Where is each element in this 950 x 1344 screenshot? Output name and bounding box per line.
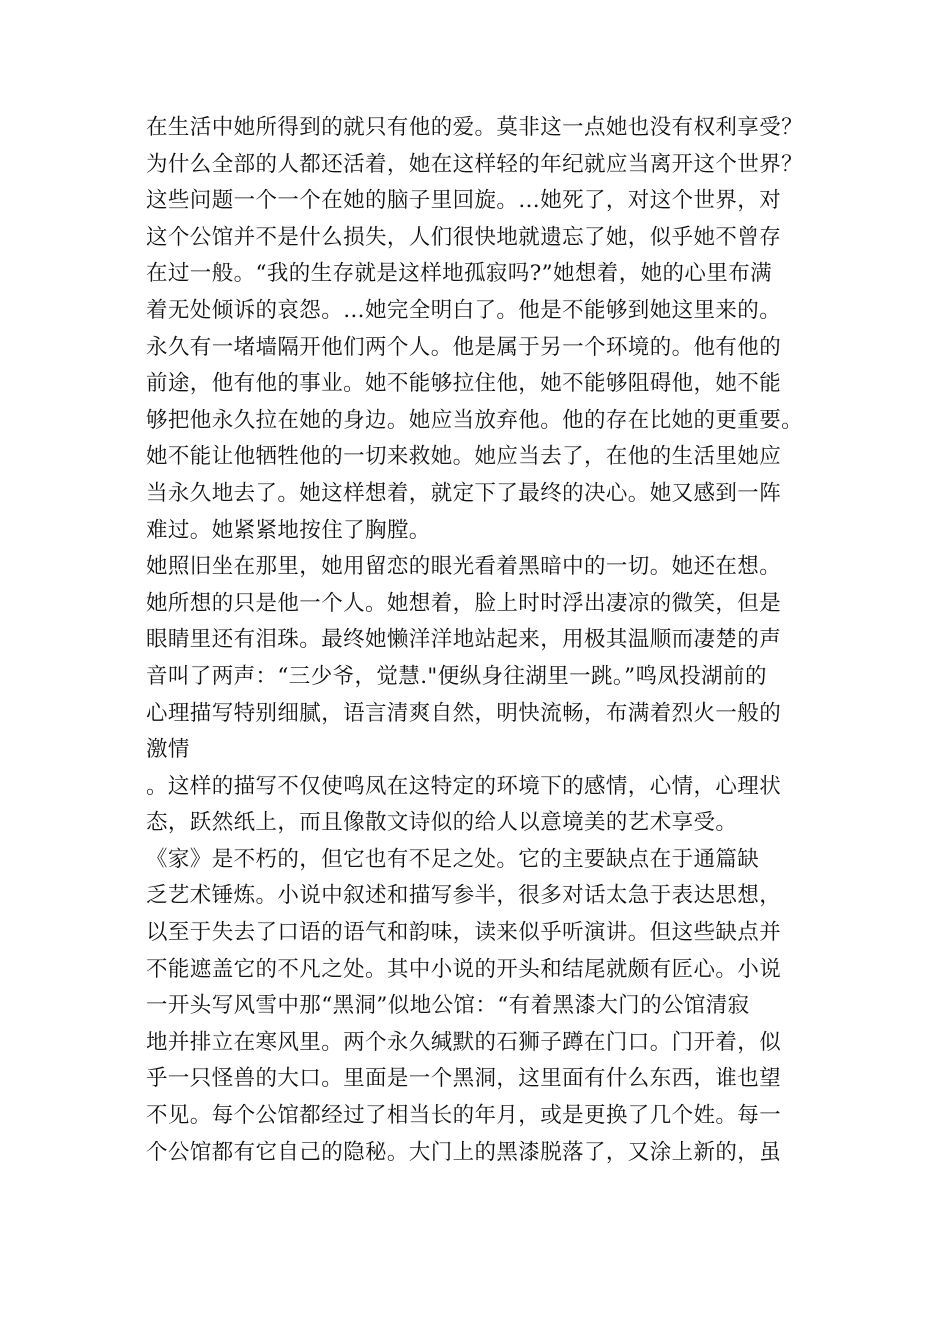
text-line: 在生活中她所得到的就只有他的爱。莫非这一点她也没有权利享受？ <box>146 115 804 140</box>
text-line: 够把他永久拉在她的身边。她应当放弃他。他的存在比她的更重要。 <box>146 407 804 433</box>
text-line: 当永久地去了。她这样想着，就定下了最终的决心。她又感到一阵 <box>146 480 782 506</box>
text-line: 。这样的描写不仅使鸣凤在这特定的环境下的感情，心情，心理状 <box>146 773 782 799</box>
text-line: 《家》是不朽的，但它也有不足之处。它的主要缺点在于通篇缺 <box>146 846 760 872</box>
text-line: 她不能让他牺牲他的一切来救她。她应当去了，在他的生活里她应 <box>146 444 782 470</box>
text-line: 这些问题一个一个在她的脑子里回旋。…她死了，对这个世界，对 <box>146 188 782 214</box>
text-line: 她照旧坐在那里，她用留恋的眼光看着黑暗中的一切。她还在想。 <box>146 554 782 580</box>
text-line: 个公馆都有它自己的隐秘。大门上的黑漆脱落了，又涂上新的，虽 <box>146 1139 782 1165</box>
text-line: 心理描写特别细腻，语言清爽自然，明快流畅，布满着烈火一般的 <box>146 700 782 726</box>
text-line: 激情 <box>146 737 190 763</box>
text-line: 以至于失去了口语的语气和韵味，读来似乎听演讲。但这些缺点并 <box>146 920 782 946</box>
text-line: 一开头写风雪中那“黑洞”似地公馆：“有着黑漆大门的公馆清寂 <box>146 993 750 1019</box>
text-line: 地并排立在寒风里。两个永久缄默的石狮子蹲在门口。门开着，似 <box>146 1029 782 1055</box>
text-line: 永久有一堵墙隔开他们两个人。他是属于另一个环境的。他有他的 <box>146 334 782 360</box>
text-line: 乏艺术锤炼。小说中叙述和描写参半，很多对话太急于表达思想， <box>146 883 782 909</box>
text-line: 音叫了两声：“三少爷，觉慧."便纵身往湖里一跳。”鸣凤投湖前的 <box>146 663 767 689</box>
body-text <box>146 110 826 1171</box>
text-line: 在过一般。“我的生存就是这样地孤寂吗?”她想着，她的心里布满 <box>146 261 773 287</box>
text-line: 难过。她紧紧地按住了胸膛。 <box>146 517 431 543</box>
text-line: 眼睛里还有泪珠。最终她懒洋洋地站起来，用极其温顺而凄楚的声 <box>146 627 782 653</box>
text-line: 乎一只怪兽的大口。里面是一个黑洞，这里面有什么东西，谁也望 <box>146 1066 782 1092</box>
text-line: 态，跃然纸上，而且像散文诗似的给人以意境美的艺术享受。 <box>146 810 738 836</box>
text-line: 着无处倾诉的哀怨。…她完全明白了。他是不能够到她这里来的。 <box>146 297 782 323</box>
text-line: 为什么全部的人都还活着，她在这样轻的年纪就应当离开这个世界？ <box>146 151 804 177</box>
text-line: 前途，他有他的事业。她不能够拉住他，她不能够阻碍他，她不能 <box>146 371 782 397</box>
text-line: 不能遮盖它的不凡之处。其中小说的开头和结尾就颇有匠心。小说 <box>146 956 782 982</box>
text-line: 她所想的只是他一个人。她想着，脸上时时浮出凄凉的微笑，但是 <box>146 590 782 616</box>
text-line: 不见。每个公馆都经过了相当长的年月，或是更换了几个姓。每一 <box>146 1103 782 1129</box>
text-line: 这个公馆并不是什么损失，人们很快地就遗忘了她，似乎她不曾存 <box>146 224 782 250</box>
